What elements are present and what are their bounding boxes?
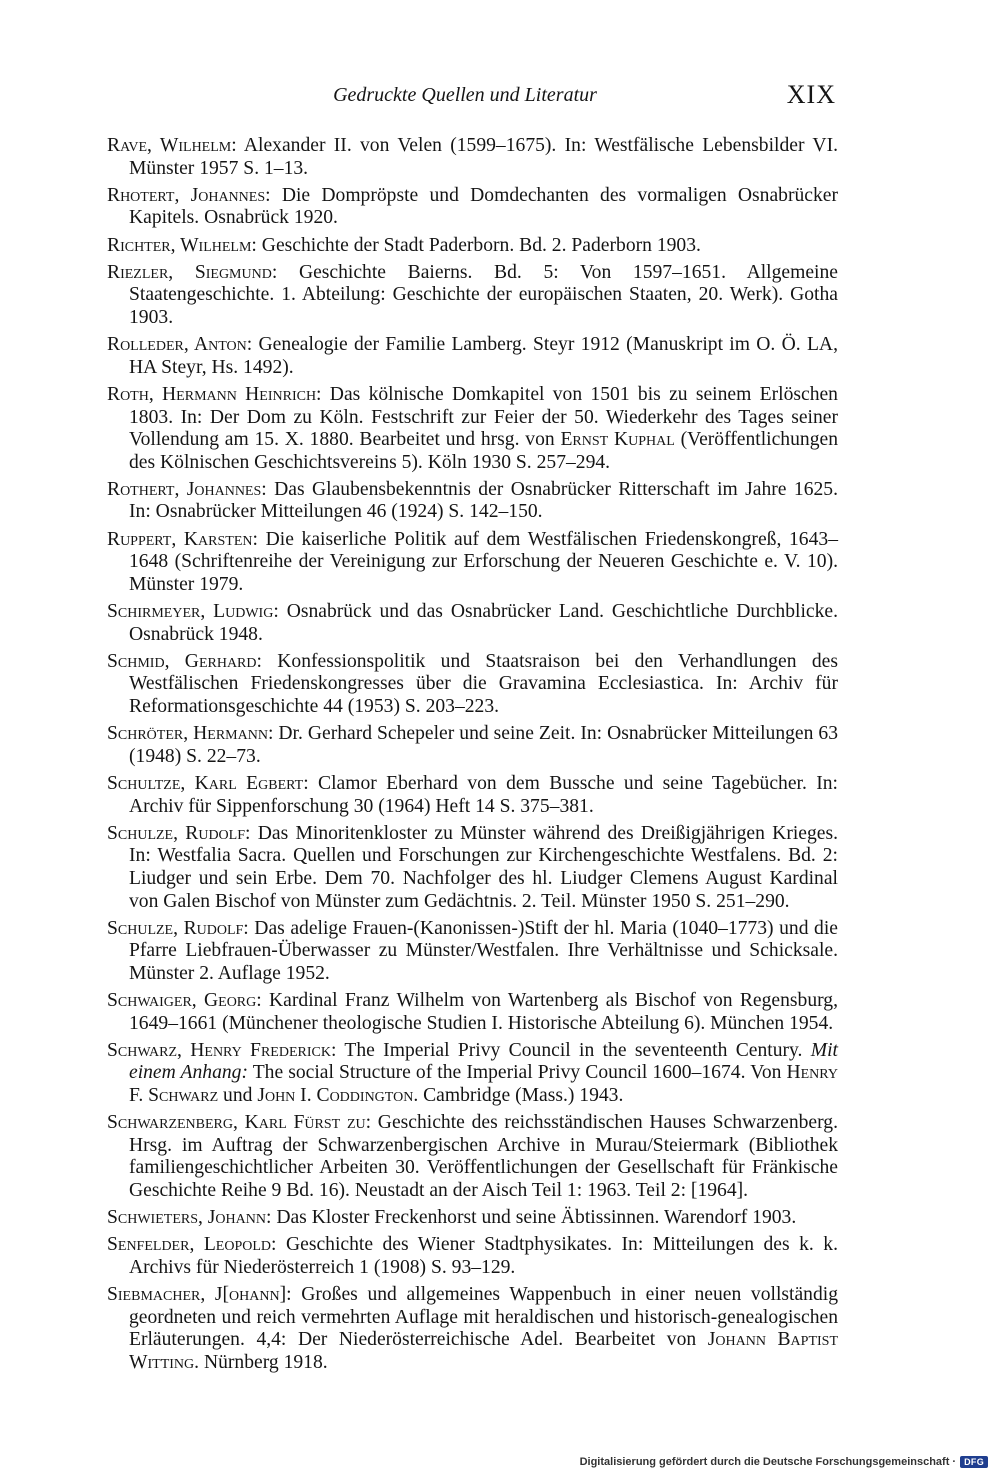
editor-name: Johann Baptist Witting [129, 1329, 839, 1373]
bib-entry: Schröter, Hermann: Dr. Gerhard Schepeler und seine Zeit. In: Osnabrücker Mitteilungen 63 (1948) S. 22–73. [107, 723, 838, 767]
italic-phrase: Mit einem Anhang: [129, 1039, 838, 1084]
credit-text: Digitalisierung gefördert durch die Deutsche Forschungsgemeinschaft · [579, 1456, 957, 1468]
bib-entry: Schmid, Gerhard: Konfessionspolitik und Staatsraison bei den Verhandlungen des Westfälischen Friedenskongresses über die Gravamina Ecclesiastica. In: Archiv für Reformationsgeschichte 44 (1953) S. 203–223. [107, 650, 838, 717]
entry-author: Riezler, Siegmund: [107, 261, 278, 283]
editor-name: Ernst Kuphal [560, 429, 675, 451]
entry-author: Siebmacher, J[ohann]: [107, 1284, 292, 1306]
bib-entry: Schulze, Rudolf: Das Minoritenkloster zu Münster während des Dreißigjährigen Krieges. In: Westfalia Sacra. Quellen und Forschungen zur Kirchengeschichte Westfalens. Bd. 2: Liudger und sein Erbe. Dem 70. Nachfolger des hl. Liudger Clemens August Kardinal von Galen Bischof von Münster zum Gedächtnis. 2. Teil. Münster 1950 S. 251–290. [107, 822, 838, 912]
page-number: XIX [786, 80, 836, 109]
entry-author: Schirmeyer, Ludwig: [107, 601, 279, 623]
running-title: Gedruckte Quellen und Literatur [333, 84, 597, 106]
dfg-logo-icon: DFG [960, 1456, 988, 1468]
bib-entry: Senfelder, Leopold: Geschichte des Wiener Stadtphysikates. In: Mitteilungen des k. k. Archivs für Niederösterreich 1 (1908) S. 93–129. [107, 1234, 838, 1278]
bib-entry: Schwarzenberg, Karl Fürst zu: Geschichte des reichsständischen Hauses Schwarzenberg. Hrsg. im Auftrag der Schwarzenbergischen Archive in Murau/Steiermark (Bibliothek familiengeschichtlicher Arbeiten 30. Veröffentlichungen der Gesellschaft für Fränkische Geschichte Reihe 9 Bd. 16). Neustadt an der Aisch Teil 1: 1963. Teil 2: [1964]. [107, 1112, 838, 1202]
entry-author: Schwieters, Johann: [107, 1207, 272, 1229]
bib-entry: Siebmacher, J[ohann]: Großes und allgemeines Wappenbuch in einer neuen vollständig geordneten und reich vermehrten Auflage mit heraldischen und historisch-genealogischen Erläuterungen. 4,4: Der Niederösterreichische Adel. Bearbeitet von Johann Baptist Witting. Nürnberg 1918. [107, 1284, 839, 1373]
bib-entry: Schultze, Karl Egbert: Clamor Eberhard von dem Bussche und seine Tagebücher. In: Archiv für Sippenforschung 30 (1964) Heft 14 S. 375–381. [107, 772, 838, 817]
coauthor-name: John I. Coddington [257, 1085, 414, 1107]
bibliography-list [107, 135, 838, 1379]
entry-author: Schulze, Rudolf: [107, 917, 249, 939]
entry-author: Rave, Wilhelm: [107, 135, 237, 156]
entry-author: Schröter, Hermann: [107, 723, 274, 745]
bib-entry: Schirmeyer, Ludwig: Osnabrück und das Osnabrücker Land. Geschichtliche Durchblicke. Osnabrück 1948. [107, 601, 838, 645]
entry-author: Ruppert, Karsten: [107, 528, 258, 550]
bib-entry: Rave, Wilhelm: Alexander II. von Velen (1599–1675). In: Westfälische Lebensbilder VI. Münster 1957 S. 1–13. [107, 135, 838, 179]
entry-author: Schwarzenberg, Karl Fürst zu: [107, 1112, 372, 1134]
entry-author: Rhotert, Johannes: [107, 184, 271, 206]
digitization-credit [580, 1456, 988, 1468]
bib-entry: Richter, Wilhelm: Geschichte der Stadt Paderborn. Bd. 2. Paderborn 1903. [107, 234, 701, 256]
bib-entry: Schwieters, Johann: Das Kloster Freckenhorst und seine Äbtissinnen. Warendorf 1903. [107, 1207, 797, 1229]
entry-author: Rothert, Johannes: [107, 478, 267, 500]
entry-author: Schultze, Karl Egbert: [107, 772, 309, 794]
coauthor-name: Henry F. Schwarz [129, 1062, 838, 1107]
bib-entry: Schwaiger, Georg: Kardinal Franz Wilhelm von Wartenberg als Bischof von Regensburg, 1649–1661 (Münchener theologische Studien I. Historische Abteilung 6). München 1954. [107, 990, 838, 1034]
bib-entry: Rothert, Johannes: Das Glaubensbekenntnis der Osnabrücker Ritterschaft im Jahre 1625. In: Osnabrücker Mitteilungen 46 (1924) S. 142–150. [107, 478, 838, 523]
entry-author: Schwaiger, Georg: [107, 990, 262, 1012]
entry-author: Schmid, Gerhard: [107, 650, 262, 672]
entry-author: Rolleder, Anton: [107, 334, 253, 356]
entry-author: Schwarz, Henry Frederick: [107, 1039, 337, 1061]
entry-author: Richter, Wilhelm: [107, 234, 257, 256]
bib-entry: Schwarz, Henry Frederick: The Imperial Privy Council in the seventeenth Century. Mit einem Anhang: The social Structure of the Imperial Privy Council 1600–1674. Von Henry F. Schwarz und John I. Coddington. Cambridge (Mass.) 1943. [107, 1039, 838, 1107]
bib-entry: Roth, Hermann Heinrich: Das kölnische Domkapitel von 1501 bis zu seinem Erlöschen 1803. In: Der Dom zu Köln. Festschrift zur Feier der 50. Wiederkehr des Tages seiner Vollendung am 15. X. 1880. Bearbeitet und hrsg. von Ernst Kuphal (Veröffentlichungen des Kölnischen Geschichtsvereins 5). Köln 1930 S. 257–294. [107, 383, 838, 473]
bib-entry: Schulze, Rudolf: Das adelige Frauen-(Kanonissen-)Stift der hl. Maria (1040–1773) und die Pfarre Liebfrauen-Überwasser zu Münster/Westfalen. Ihre Verhältnisse und Schicksale. Münster 2. Auflage 1952. [107, 917, 838, 984]
entry-author: Senfelder, Leopold: [107, 1234, 277, 1256]
bib-entry: Rolleder, Anton: Genealogie der Familie Lamberg. Steyr 1912 (Manuskript im O. Ö. LA, HA Steyr, Hs. 1492). [107, 334, 838, 378]
bib-entry: Riezler, Siegmund: Geschichte Baierns. Bd. 5: Von 1597–1651. Allgemeine Staatengeschichte. 1. Abteilung: Geschichte der europäischen Staaten, 20. Werk). Gotha 1903. [107, 261, 838, 328]
entry-author: Schulze, Rudolf: [107, 822, 251, 844]
entry-author: Roth, Hermann Heinrich: [107, 383, 322, 405]
bib-entry: Rhotert, Johannes: Die Dompröpste und Domdechanten des vormaligen Osnabrücker Kapitels. Osnabrück 1920. [107, 184, 838, 229]
bib-entry: Ruppert, Karsten: Die kaiserliche Politik auf dem Westfälischen Friedenskongreß, 1643–1648 (Schriftenreihe der Vereinigung zur Erforschung der Neueren Geschichte e. V. 10). Münster 1979. [107, 528, 838, 595]
